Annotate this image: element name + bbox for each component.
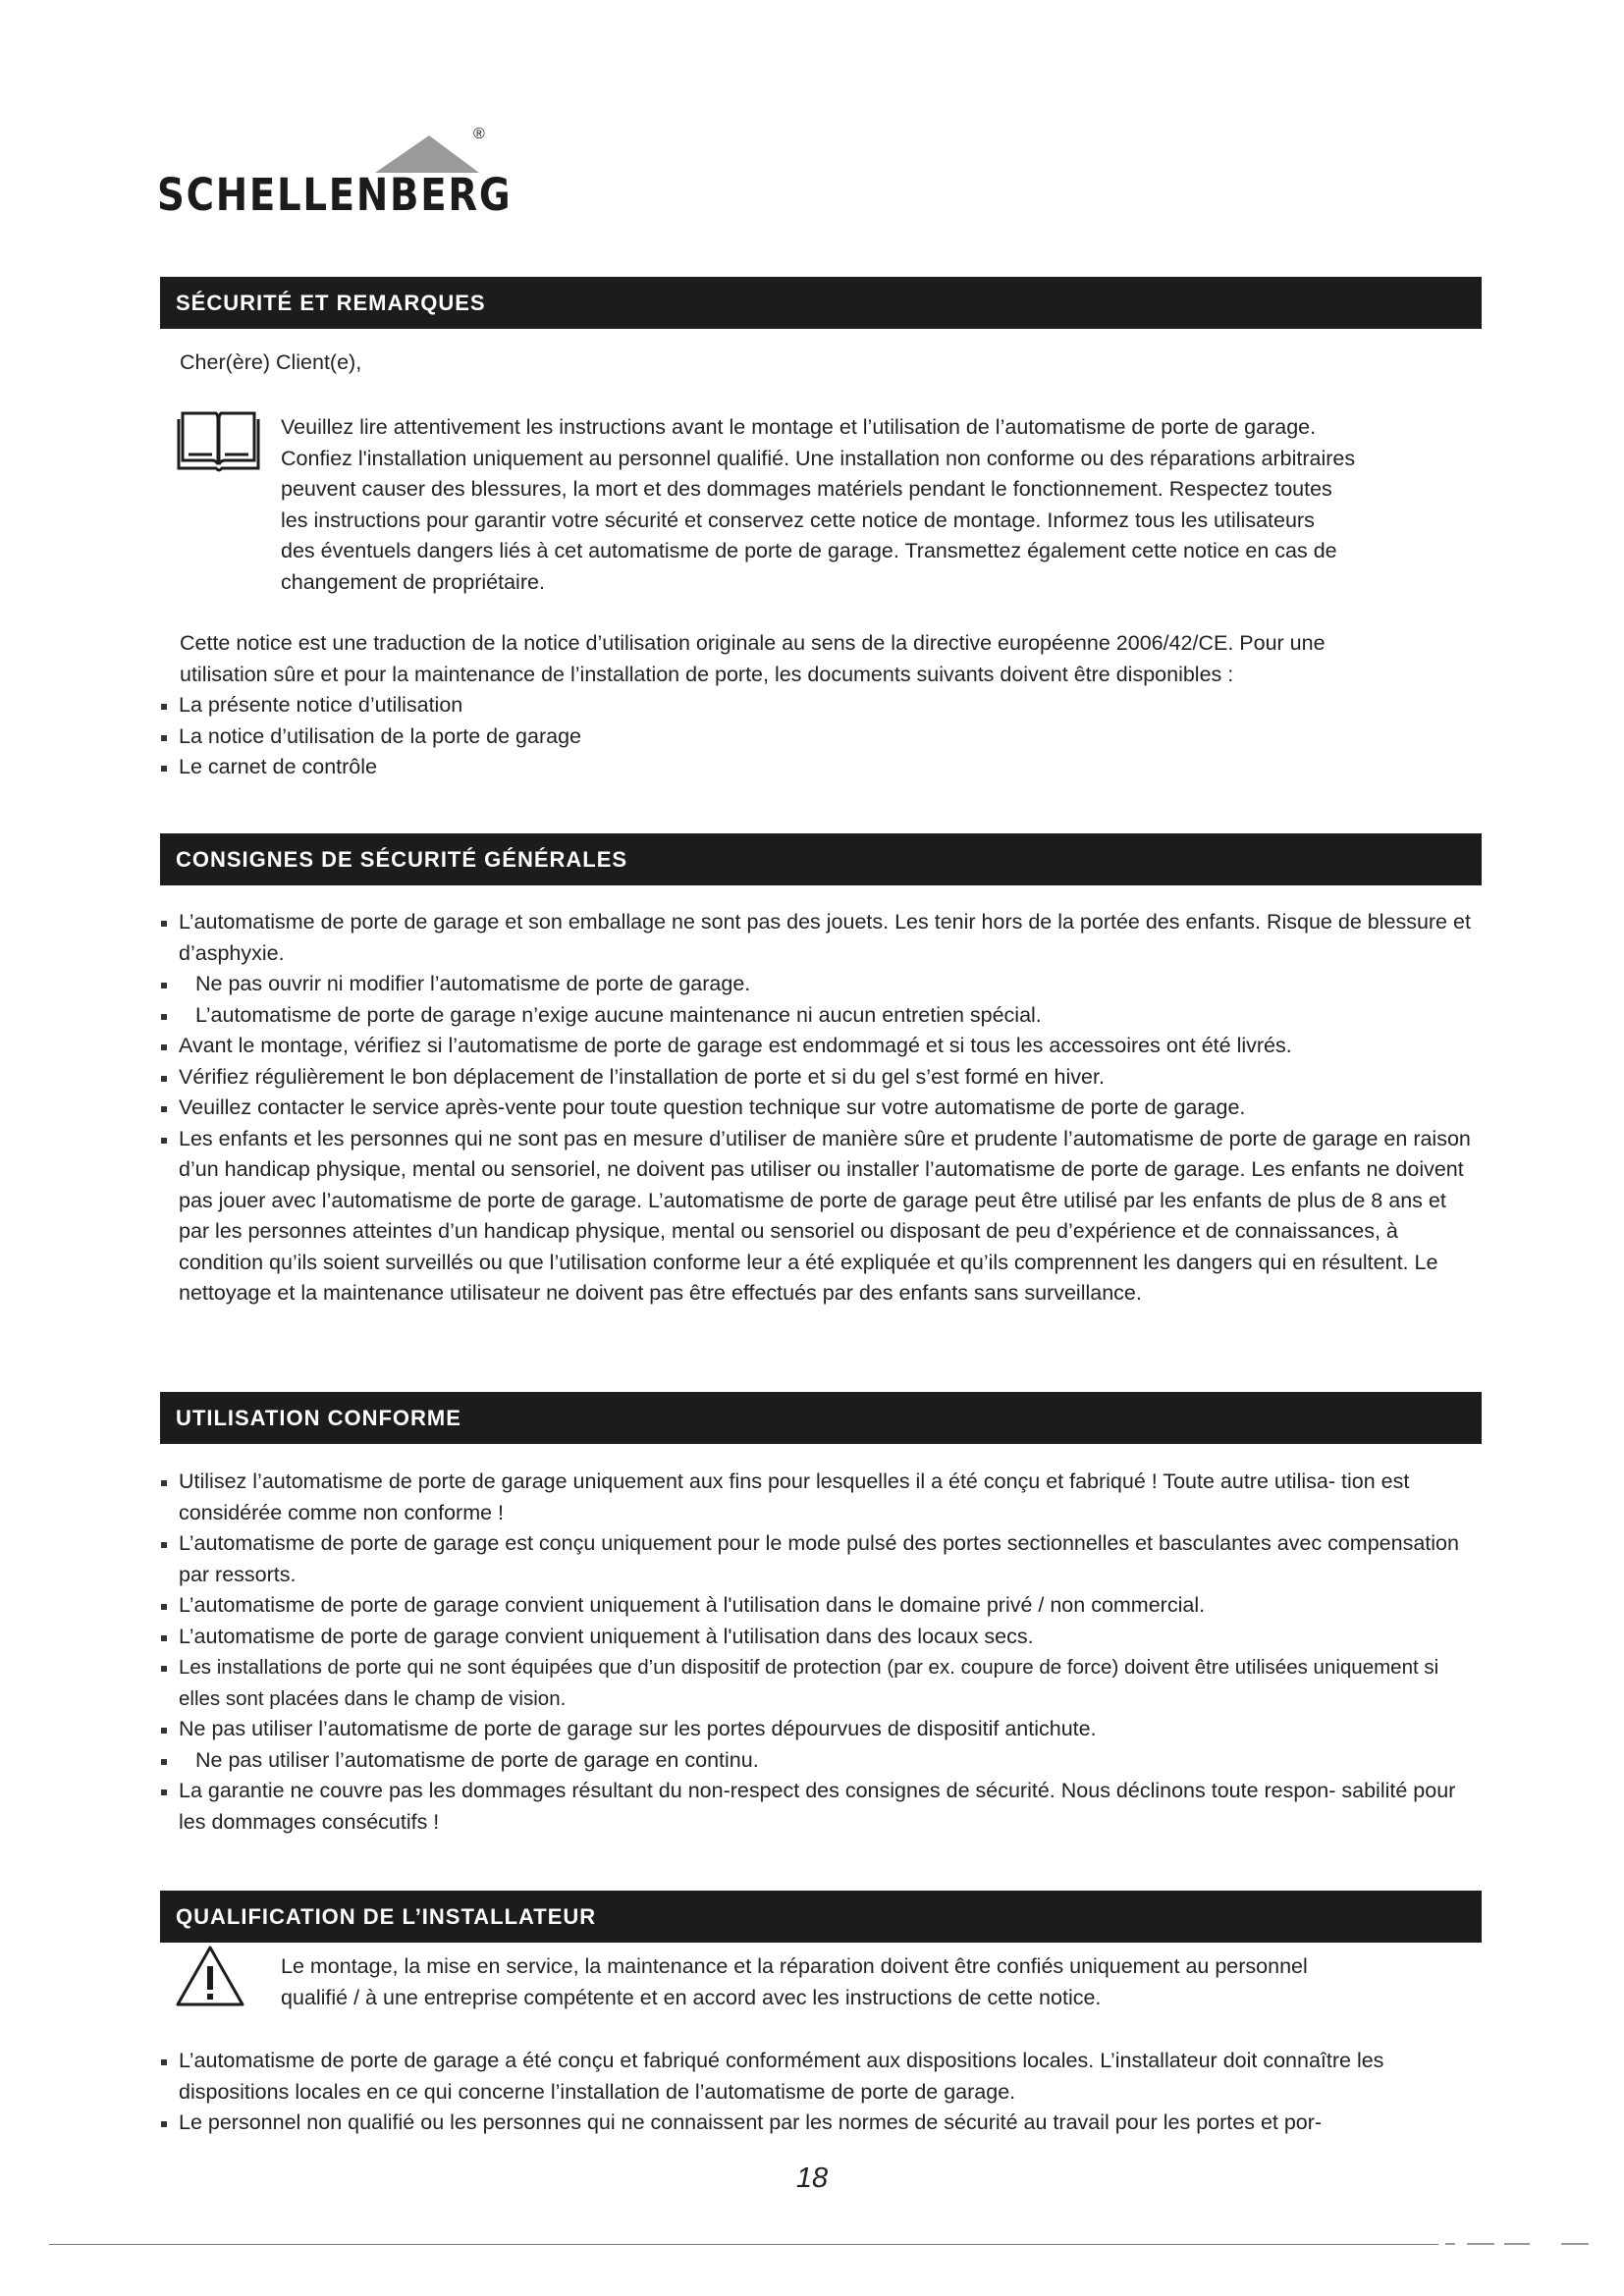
list-item: L’automatisme de porte de garage n’exige aucune maintenance ni aucun entretien spécial. bbox=[160, 1000, 1482, 1032]
list-item: Veuillez contacter le service après-vente pour toute question technique sur votre automatisme de porte de garage. bbox=[160, 1093, 1482, 1124]
instruction-line: Confiez l'installation uniquement au personnel qualifié. Une installation non conforme ou des réparations arbitraires bbox=[281, 446, 1356, 470]
instruction-line: Veuillez lire attentivement les instructions avant le montage et l’utilisation de l’automatisme de porte de garage. bbox=[281, 415, 1317, 439]
list-item: Ne pas utiliser l’automatisme de porte de garage sur les portes dépourvues de dispositif antichute. bbox=[160, 1714, 1482, 1745]
brand-wordmark: SCHELLENBERG bbox=[157, 169, 513, 221]
intended-use-list bbox=[160, 1467, 1482, 1838]
section-header-general-safety: CONSIGNES DE SÉCURITÉ GÉNÉRALES bbox=[160, 833, 1482, 885]
list-item: Le personnel non qualifié ou les personnes qui ne connaissent par les normes de sécurité au travail pour les portes et por- bbox=[160, 2108, 1482, 2139]
list-item: L’automatisme de porte de garage a été conçu et fabriqué conformément aux dispositions locales. L’installateur doit connaître les dispositions locales en ce qui concerne l’installation de l’automatisme de porte de garage. bbox=[160, 2046, 1482, 2108]
list-item: La notice d’utilisation de la porte de garage bbox=[160, 721, 1482, 753]
instruction-line: peuvent causer des blessures, la mort et des dommages matériels pendant le fonctionnement. Respectez toutes bbox=[281, 477, 1332, 501]
list-item: L’automatisme de porte de garage convient uniquement à l'utilisation dans le domaine privé / non commercial. bbox=[160, 1590, 1482, 1622]
footer-divider bbox=[1561, 2243, 1589, 2245]
registered-mark: ® bbox=[473, 126, 485, 142]
list-item: Les installations de porte qui ne sont équipées que d’un dispositif de protection (par ex. coupure de force) doivent être utilisées uniquement si elles sont placées dans le champ de vision. bbox=[160, 1652, 1482, 1714]
list-item: Les enfants et les personnes qui ne sont pas en mesure d’utiliser de manière sûre et prudente l’automatisme de porte de garage en raison d’un handicap physique, mental ou sensoriel, ne doivent pas utiliser ou installer l’automatisme de porte de garage. Les enfants ne doivent pas jouer avec l’automatisme de porte de garage. L’automatisme de porte de garage peut être utilisé par les enfants de plus de 8 ans et par les personnes atteintes d’un handicap physique, mental ou sensoriel ou disposant de peu d’expérience et de connaissances, à condition qu’ils soient surveillés ou que l’utilisation conforme leur a été expliquée et qu’ils comprennent les dangers qui en résultent. Le nettoyage et la maintenance utilisateur ne doivent pas être effectués par des enfants sans surveillance. bbox=[160, 1124, 1482, 1309]
footer-divider bbox=[1467, 2243, 1494, 2245]
required-documents-list bbox=[160, 690, 1482, 783]
footer-divider bbox=[1504, 2243, 1530, 2245]
instruction-line: des éventuels dangers liés à cet automatisme de porte de garage. Transmettez également cette notice en cas de bbox=[281, 539, 1337, 562]
list-item: Vérifiez régulièrement le bon déplacement de l’installation de porte et si du gel s’est formé en hiver. bbox=[160, 1062, 1482, 1094]
book-icon bbox=[177, 405, 260, 474]
page-number: 18 bbox=[795, 2163, 829, 2194]
translation-line: utilisation sûre et pour la maintenance de l’installation de porte, les documents suivants doivent être disponibles : bbox=[180, 662, 1234, 686]
list-item: La garantie ne couvre pas les dommages résultant du non-respect des consignes de sécurité. Nous déclinons toute respon- sabilité pour les dommages consécutifs ! bbox=[160, 1776, 1482, 1838]
translation-line: Cette notice est une traduction de la notice d’utilisation originale au sens de la directive européenne 2006/42/CE. Pour une bbox=[180, 631, 1326, 655]
brand-logo bbox=[157, 126, 513, 224]
section-header-intended-use: UTILISATION CONFORME bbox=[160, 1392, 1482, 1444]
list-item: L’automatisme de porte de garage convient uniquement à l'utilisation dans des locaux secs. bbox=[160, 1622, 1482, 1653]
list-item: Avant le montage, vérifiez si l’automatisme de porte de garage est endommagé et si tous les accessoires ont été livrés. bbox=[160, 1031, 1482, 1062]
list-item: Le carnet de contrôle bbox=[160, 752, 1482, 783]
section-header-safety: SÉCURITÉ ET REMARQUES bbox=[160, 277, 1482, 329]
warning-line: Le montage, la mise en service, la maintenance et la réparation doivent être confiés uniquement au personnel bbox=[281, 1954, 1308, 1978]
instruction-line: changement de propriétaire. bbox=[281, 569, 545, 594]
list-item: La présente notice d’utilisation bbox=[160, 690, 1482, 721]
roof-logo-icon bbox=[375, 135, 479, 173]
list-item: Ne pas utiliser l’automatisme de porte de garage en continu. bbox=[160, 1745, 1482, 1777]
installer-qualification-list bbox=[160, 2046, 1482, 2139]
list-item: Utilisez l’automatisme de porte de garage uniquement aux fins pour lesquelles il a été conçu et fabriqué ! Toute autre utilisa- tion est considérée comme non conforme ! bbox=[160, 1467, 1482, 1528]
list-item: L’automatisme de porte de garage est conçu uniquement pour le mode pulsé des portes sectionnelles et basculantes avec compensation par ressorts. bbox=[160, 1528, 1482, 1590]
warning-paragraph bbox=[281, 1951, 1489, 2013]
instruction-paragraph bbox=[281, 412, 1489, 598]
footer-divider bbox=[49, 2244, 1438, 2245]
greeting: Cher(ère) Client(e), bbox=[180, 350, 362, 374]
footer-divider bbox=[1445, 2243, 1455, 2245]
translation-paragraph bbox=[180, 628, 1486, 690]
warning-icon bbox=[175, 1945, 245, 2007]
list-item: Ne pas ouvrir ni modifier l’automatisme de porte de garage. bbox=[160, 969, 1482, 1000]
section-header-installer-qualification: QUALIFICATION DE L’INSTALLATEUR bbox=[160, 1891, 1482, 1943]
instruction-line: les instructions pour garantir votre sécurité et conservez cette notice de montage. Informez tous les utilisateurs bbox=[281, 507, 1315, 532]
warning-line: qualifié / à une entreprise compétente et en accord avec les instructions de cette notice. bbox=[281, 1985, 1102, 2009]
general-safety-list bbox=[160, 907, 1482, 1309]
list-item: L’automatisme de porte de garage et son emballage ne sont pas des jouets. Les tenir hors de la portée des enfants. Risque de blessure et d’asphyxie. bbox=[160, 907, 1482, 969]
